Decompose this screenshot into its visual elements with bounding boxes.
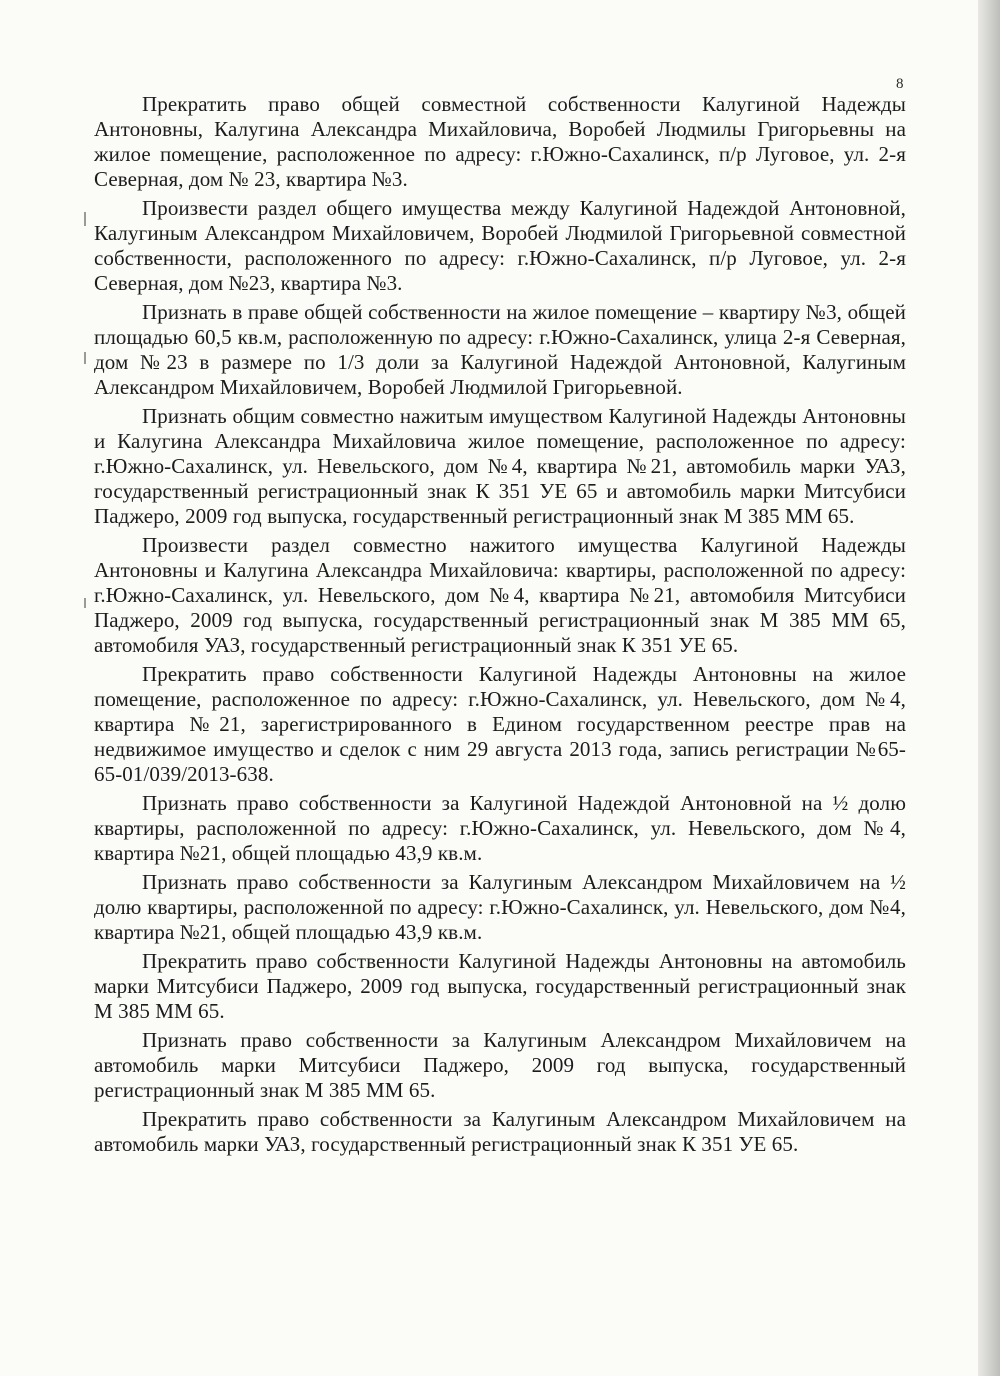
- margin-mark: [84, 598, 86, 608]
- paragraph-terminate-apartment-ownership: Прекратить право собственности Калугиной Надежды Антоновны на жилое помещение, расположенное по адресу: г.Южно-Сахалинск, ул. Невельского, дом №4, квартира №21, зарегистрированного в Едином государственном реестре прав на недвижимое имущество и сделок с ним 29 августа 2013 года, запись регистрации №65-65-01/039/2013-638.: [94, 662, 906, 786]
- paragraph-divide-marital-property: Произвести раздел совместно нажитого имущества Калугиной Надежды Антоновны и Калугина Александра Михайловича: квартиры, расположенной по адресу: г.Южно-Сахалинск, ул. Невельского, дом №4, квартира №21, автомобиля Митсубиси Паджеро, 2009 год выпуска, государственный регистрационный знак М 385 ММ 65, автомобиля УАЗ, государственный регистрационный знак К 351 УЕ 65.: [94, 533, 906, 657]
- page-edge-shadow: [978, 0, 1000, 1376]
- paragraph-recognize-marital-property: Признать общим совместно нажитым имуществом Калугиной Надежды Антоновны и Калугина Александра Михайловича жилое помещение, расположенное по адресу: г.Южно-Сахалинск, ул. Невельского, дом №4, квартира №21, автомобиль марки УАЗ, государственный регистрационный знак К 351 УЕ 65 и автомобиль марки Митсубиси Паджеро, 2009 год выпуска, государственный регистрационный знак М 385 ММ 65.: [94, 404, 906, 528]
- paragraph-recognize-pajero-ownership: Признать право собственности за Калугиным Александром Михайловичем на автомобиль марки Митсубиси Паджеро, 2009 год выпуска, государственный регистрационный знак М 385 ММ 65.: [94, 1028, 906, 1102]
- paragraph-half-share-alexander: Признать право собственности за Калугиным Александром Михайловичем на ½ долю квартиры, расположенной по адресу: г.Южно-Сахалинск, ул. Невельского, дом №4, квартира №21, общей площадью 43,9 кв.м.: [94, 870, 906, 944]
- page-number: 8: [896, 76, 904, 92]
- margin-mark: [84, 352, 86, 364]
- paragraph-terminate-uaz-ownership: Прекратить право собственности за Калугиным Александром Михайловичем на автомобиль марки УАЗ, государственный регистрационный знак К 351 УЕ 65.: [94, 1107, 906, 1156]
- paragraph-divide-common-property: Произвести раздел общего имущества между Калугиной Надеждой Антоновной, Калугиным Александром Михайловичем, Воробей Людмилой Григорьевной совместной собственности, расположенного по адресу: г.Южно-Сахалинск, п/р Луговое, ул. 2-я Северная, дом №23, квартира №3.: [94, 196, 906, 295]
- paragraph-recognize-shared-ownership: Признать в праве общей собственности на жилое помещение – квартиру №3, общей площадью 60,5 кв.м, расположенную по адресу: г.Южно-Сахалинск, улица 2-я Северная, дом №23 в размере по 1/3 доли за Калугиной Надеждой Антоновной, Калугиным Александром Михайловичем, Воробей Людмилой Григорьевной.: [94, 300, 906, 399]
- document-body: [94, 92, 906, 1161]
- paragraph-terminate-pajero-ownership: Прекратить право собственности Калугиной Надежды Антоновны на автомобиль марки Митсубиси Паджеро, 2009 год выпуска, государственный регистрационный знак М 385 ММ 65.: [94, 949, 906, 1023]
- paragraph-terminate-joint-ownership: Прекратить право общей совместной собственности Калугиной Надежды Антоновны, Калугина Александра Михайловича, Воробей Людмилы Григорьевны на жилое помещение, расположенное по адресу: г.Южно-Сахалинск, п/р Луговое, ул. 2-я Северная, дом № 23, квартира №3.: [94, 92, 906, 191]
- paragraph-half-share-nadezhda: Признать право собственности за Калугиной Надеждой Антоновной на ½ долю квартиры, расположенной по адресу: г.Южно-Сахалинск, ул. Невельского, дом №4, квартира №21, общей площадью 43,9 кв.м.: [94, 791, 906, 865]
- margin-mark: [84, 212, 86, 226]
